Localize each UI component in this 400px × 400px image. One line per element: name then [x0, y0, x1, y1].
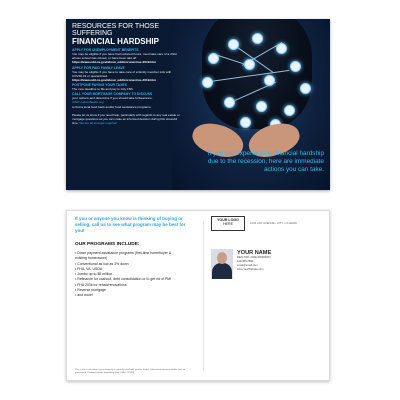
- section-body: The new deadline to file and pay is July 15th.: [72, 87, 134, 92]
- section-heading: CALL YOUR MORTGAGE COMPANY TO DISCUSS: [72, 92, 153, 97]
- back-intro: If you or anyone you know is thinking of buying or selling, call us to see what program may be best for you!: [75, 216, 186, 233]
- list-item: • FHA, VA, USDA: [75, 266, 103, 271]
- agent-photo: [211, 249, 233, 279]
- person-node-icon: [264, 75, 275, 86]
- programs-title: OUR PROGRAMS INCLUDE:: [75, 242, 140, 247]
- person-node-icon: [208, 53, 219, 64]
- section-body: to find a local food bank and/or food assistance programs.: [72, 104, 152, 109]
- person-node-icon: [252, 33, 263, 44]
- person-node-icon: [290, 61, 301, 72]
- food-bank-link[interactable]: VISIT cafoodbanks.org: [72, 100, 104, 105]
- logo-placeholder: [211, 216, 245, 231]
- program-text: and more!: [77, 293, 93, 297]
- list-item: • Down payment assistance programs (first-time homebuyer & existing homeowner): [75, 251, 172, 261]
- help-note: [72, 114, 182, 126]
- program-text: Down payment assistance programs (first-time homebuyer & existing homeowner): [75, 251, 172, 261]
- front-text-column: [72, 23, 182, 125]
- help-note-highlight: We are all stronger together!: [79, 120, 118, 125]
- help-note-text: Please let us know if you need help, particularly with regards to any real estate or mortgage questions as you can make an informed decision during this stressful time.: [72, 112, 180, 125]
- person-node-icon: [224, 97, 235, 108]
- person-node-icon: [228, 39, 239, 50]
- programs-list: [75, 251, 183, 298]
- person-node-icon: [300, 83, 311, 94]
- section-mortgage: [72, 92, 182, 100]
- list-item: • FHA 203k for rehab/renovations: [75, 282, 127, 287]
- list-item: • Conventional as low as 3% down: [75, 261, 129, 266]
- section-url[interactable]: https://www.edd.ca.gov/about_edd/coronavirus-2019.htm: [72, 60, 156, 65]
- person-node-icon: [240, 117, 251, 128]
- section-heading: APPLY FOR UNEMPLOYMENT BENEFITS: [72, 48, 139, 52]
- agent-phone[interactable]: 123•456•7890: [237, 259, 254, 263]
- section-unemployment: [72, 48, 182, 65]
- logo-line1: YOUR LOGO: [217, 218, 239, 222]
- list-item: • Reverse mortgage: [75, 287, 106, 292]
- list-item: • and more!: [75, 293, 93, 297]
- section-taxes: [72, 83, 182, 91]
- logo-line2: HERE: [223, 222, 233, 227]
- divider: [203, 221, 204, 371]
- front-title-line1: RESOURCES FOR THOSE SUFFERING: [72, 23, 159, 37]
- program-text: FHA 203k for rehab/renovations: [77, 282, 127, 287]
- section-body: your options and determine if you should take forbearance.: [72, 96, 153, 101]
- hardship-callout: If you are experiencing financial hardship due to the recession, here are immediate actions you can take.: [207, 150, 324, 173]
- section-url[interactable]: https://www.edd.ca.gov/about_edd/coronavirus-2019.htm: [72, 77, 156, 82]
- agent-body: [212, 263, 232, 279]
- agent-name: YOUR NAME: [237, 250, 272, 256]
- agent-head: [217, 252, 227, 264]
- front-title-line2: FINANCIAL HARDSHIP: [72, 37, 159, 46]
- program-text: FHA, VA, USDA: [77, 266, 103, 271]
- section-heading: POSTPONE PAYING YOUR TAXES: [72, 83, 127, 88]
- section-body: You may be eligible if you have to take care of a family member sick with COVID-19 or quarantined.: [72, 69, 172, 78]
- list-item: • Refinance for cashout, debt consolidation or to get rid of PMI: [75, 277, 172, 282]
- agent-website[interactable]: www.YourWebsite.com: [237, 267, 264, 271]
- postcard-back: [66, 210, 330, 381]
- agent-email[interactable]: email@email.com: [237, 263, 258, 267]
- section-paid-family-leave: [72, 66, 182, 83]
- disclaimer: This is not a solicitation if your property is currently listed with another broker. Information deemed reliable, but not guaranteed. Printing licensee depending area. DRE# 123456: [75, 369, 186, 375]
- section-food-banks: [72, 100, 182, 108]
- program-text: Conventional as low as 3% down: [77, 261, 129, 266]
- section-body: You may be eligible if you have had reduced hours, must take care of a child whose school has closed, or have been laid off.: [72, 52, 177, 61]
- person-node-icon: [244, 59, 255, 70]
- section-heading: APPLY FOR PAID FAMILY LEAVE: [72, 65, 125, 70]
- person-node-icon: [284, 105, 295, 116]
- postcard-front: [66, 19, 330, 190]
- agent-title: REALTOR • DRE #00000000: [237, 256, 271, 259]
- agent-info: [237, 250, 271, 272]
- person-node-icon: [276, 43, 287, 54]
- program-text: Reverse mortgage: [77, 287, 106, 292]
- person-node-icon: [202, 77, 213, 88]
- list-item: • Jumbo up to $5 million: [75, 272, 113, 276]
- person-node-icon: [256, 101, 267, 112]
- program-text: Refinance for cashout, debt consolidation or to get rid of PMI: [77, 277, 172, 282]
- return-address: 1234 ANY AVENUE • CITY, CA 90000: [250, 221, 297, 225]
- program-text: Jumbo up to $5 million: [77, 272, 113, 276]
